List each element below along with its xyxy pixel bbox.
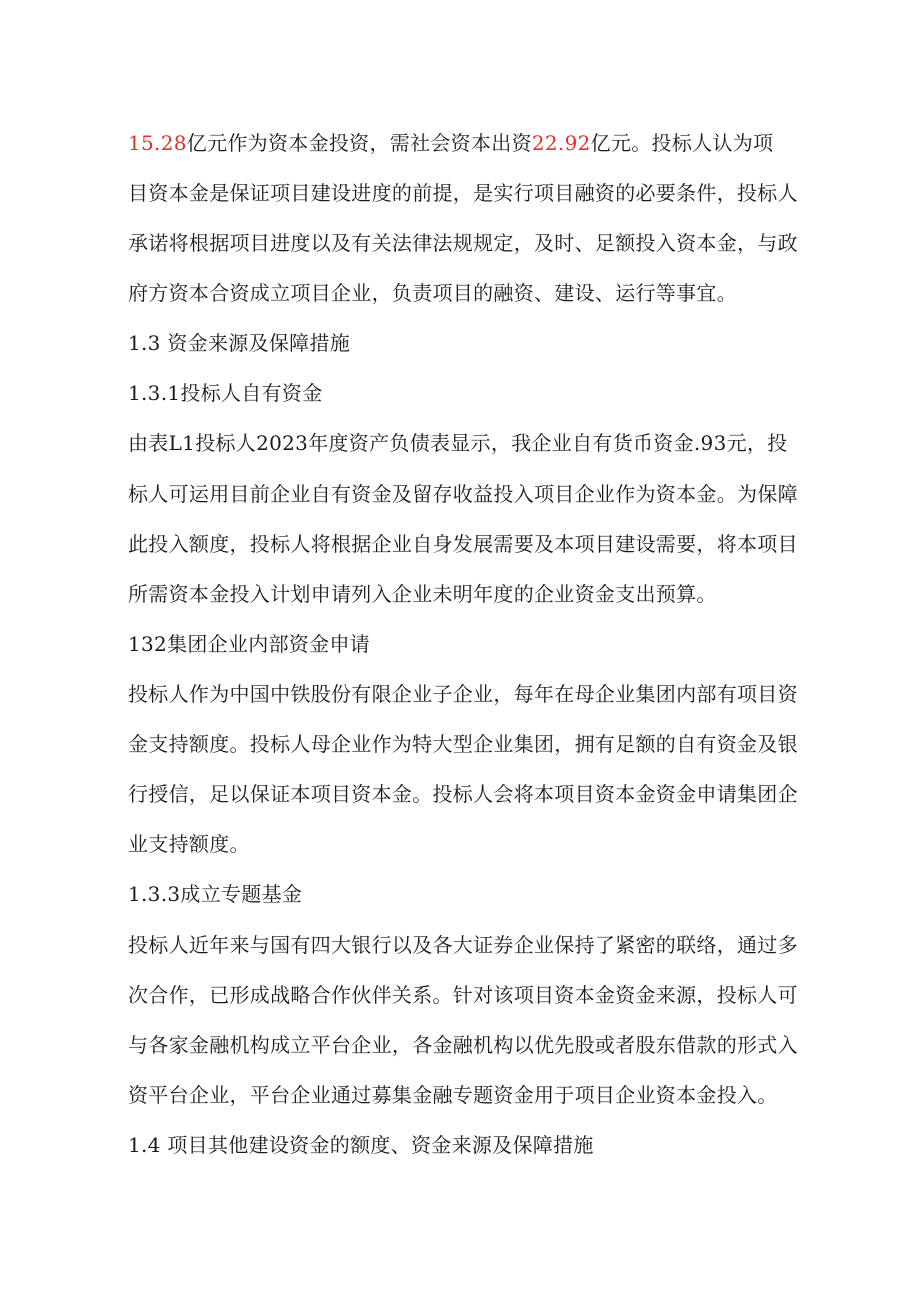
heading-1-3: 1.3 资金来源及保障措施 — [128, 331, 351, 355]
paragraph-1-line-4: 府方资本合资成立项目企业，负责项目的融资、建设、运行等事宜。 — [128, 281, 737, 305]
paragraph-1-line-3: 承诺将根据项目进度以及有关法律法规规定，及时、足额投入资本金，与政 — [128, 231, 798, 255]
paragraph-3-line-1: 投标人作为中国中铁股份有限企业子企业，每年在母企业集团内部有项目资 — [128, 682, 798, 706]
paragraph-3-line-2: 金支持额度。投标人母企业作为特大型企业集团，拥有足额的自有资金及银 — [128, 732, 798, 756]
heading-1-3-1: 1.3.1投标人自有资金 — [128, 381, 323, 405]
paragraph-3-line-4: 业支持额度。 — [128, 832, 250, 856]
paragraph-1-text-a: 亿元作为资本金投资，需社会资本出资 — [186, 131, 532, 155]
paragraph-1-line-2: 目资本金是保证项目建设进度的前提，是实行项目融资的必要条件，投标人 — [128, 181, 798, 205]
paragraph-2-line-4: 所需资本金投入计划申请列入企业未明年度的企业资金支出预算。 — [128, 582, 717, 606]
paragraph-2-line-3: 此投入额度，投标人将根据企业自身发展需要及本项目建设需要，将本项目 — [128, 532, 798, 556]
heading-1-3-3: 1.3.3成立专题基金 — [128, 882, 303, 906]
paragraph-4-line-1: 投标人近年来与国有四大银行以及各大证券企业保持了紧密的联络，通过多 — [128, 933, 798, 957]
paragraph-4-line-2: 次合作，已形成战略合作伙伴关系。针对该项目资本金资金来源，投标人可 — [128, 983, 798, 1007]
paragraph-2-line-2: 标人可运用目前企业自有资金及留存收益投入项目企业作为资本金。为保障 — [128, 482, 798, 506]
paragraph-1-line-1 — [128, 129, 773, 157]
paragraph-3-line-3: 行授信，足以保证本项目资本金。投标人会将本项目资本金资金申请集团企 — [128, 782, 798, 806]
paragraph-4-line-4: 资平台企业，平台企业通过募集金融专题资金用于项目企业资本金投入。 — [128, 1083, 778, 1107]
paragraph-2-line-1: 由表L1投标人2023年度资产负债表显示，我企业自有货币资金.93元，投 — [128, 431, 788, 455]
capital-amount: 15.28 — [128, 131, 187, 155]
heading-1-4: 1.4 项目其他建设资金的额度、资金来源及保障措施 — [128, 1133, 594, 1157]
paragraph-1-text-b: 亿元。投标人认为项 — [590, 131, 774, 155]
heading-1-3-2: 132集团企业内部资金申请 — [128, 632, 371, 656]
social-capital-amount: 22.92 — [531, 131, 591, 155]
paragraph-4-line-3: 与各家金融机构成立平台企业，各金融机构以优先股或者股东借款的形式入 — [128, 1033, 798, 1057]
